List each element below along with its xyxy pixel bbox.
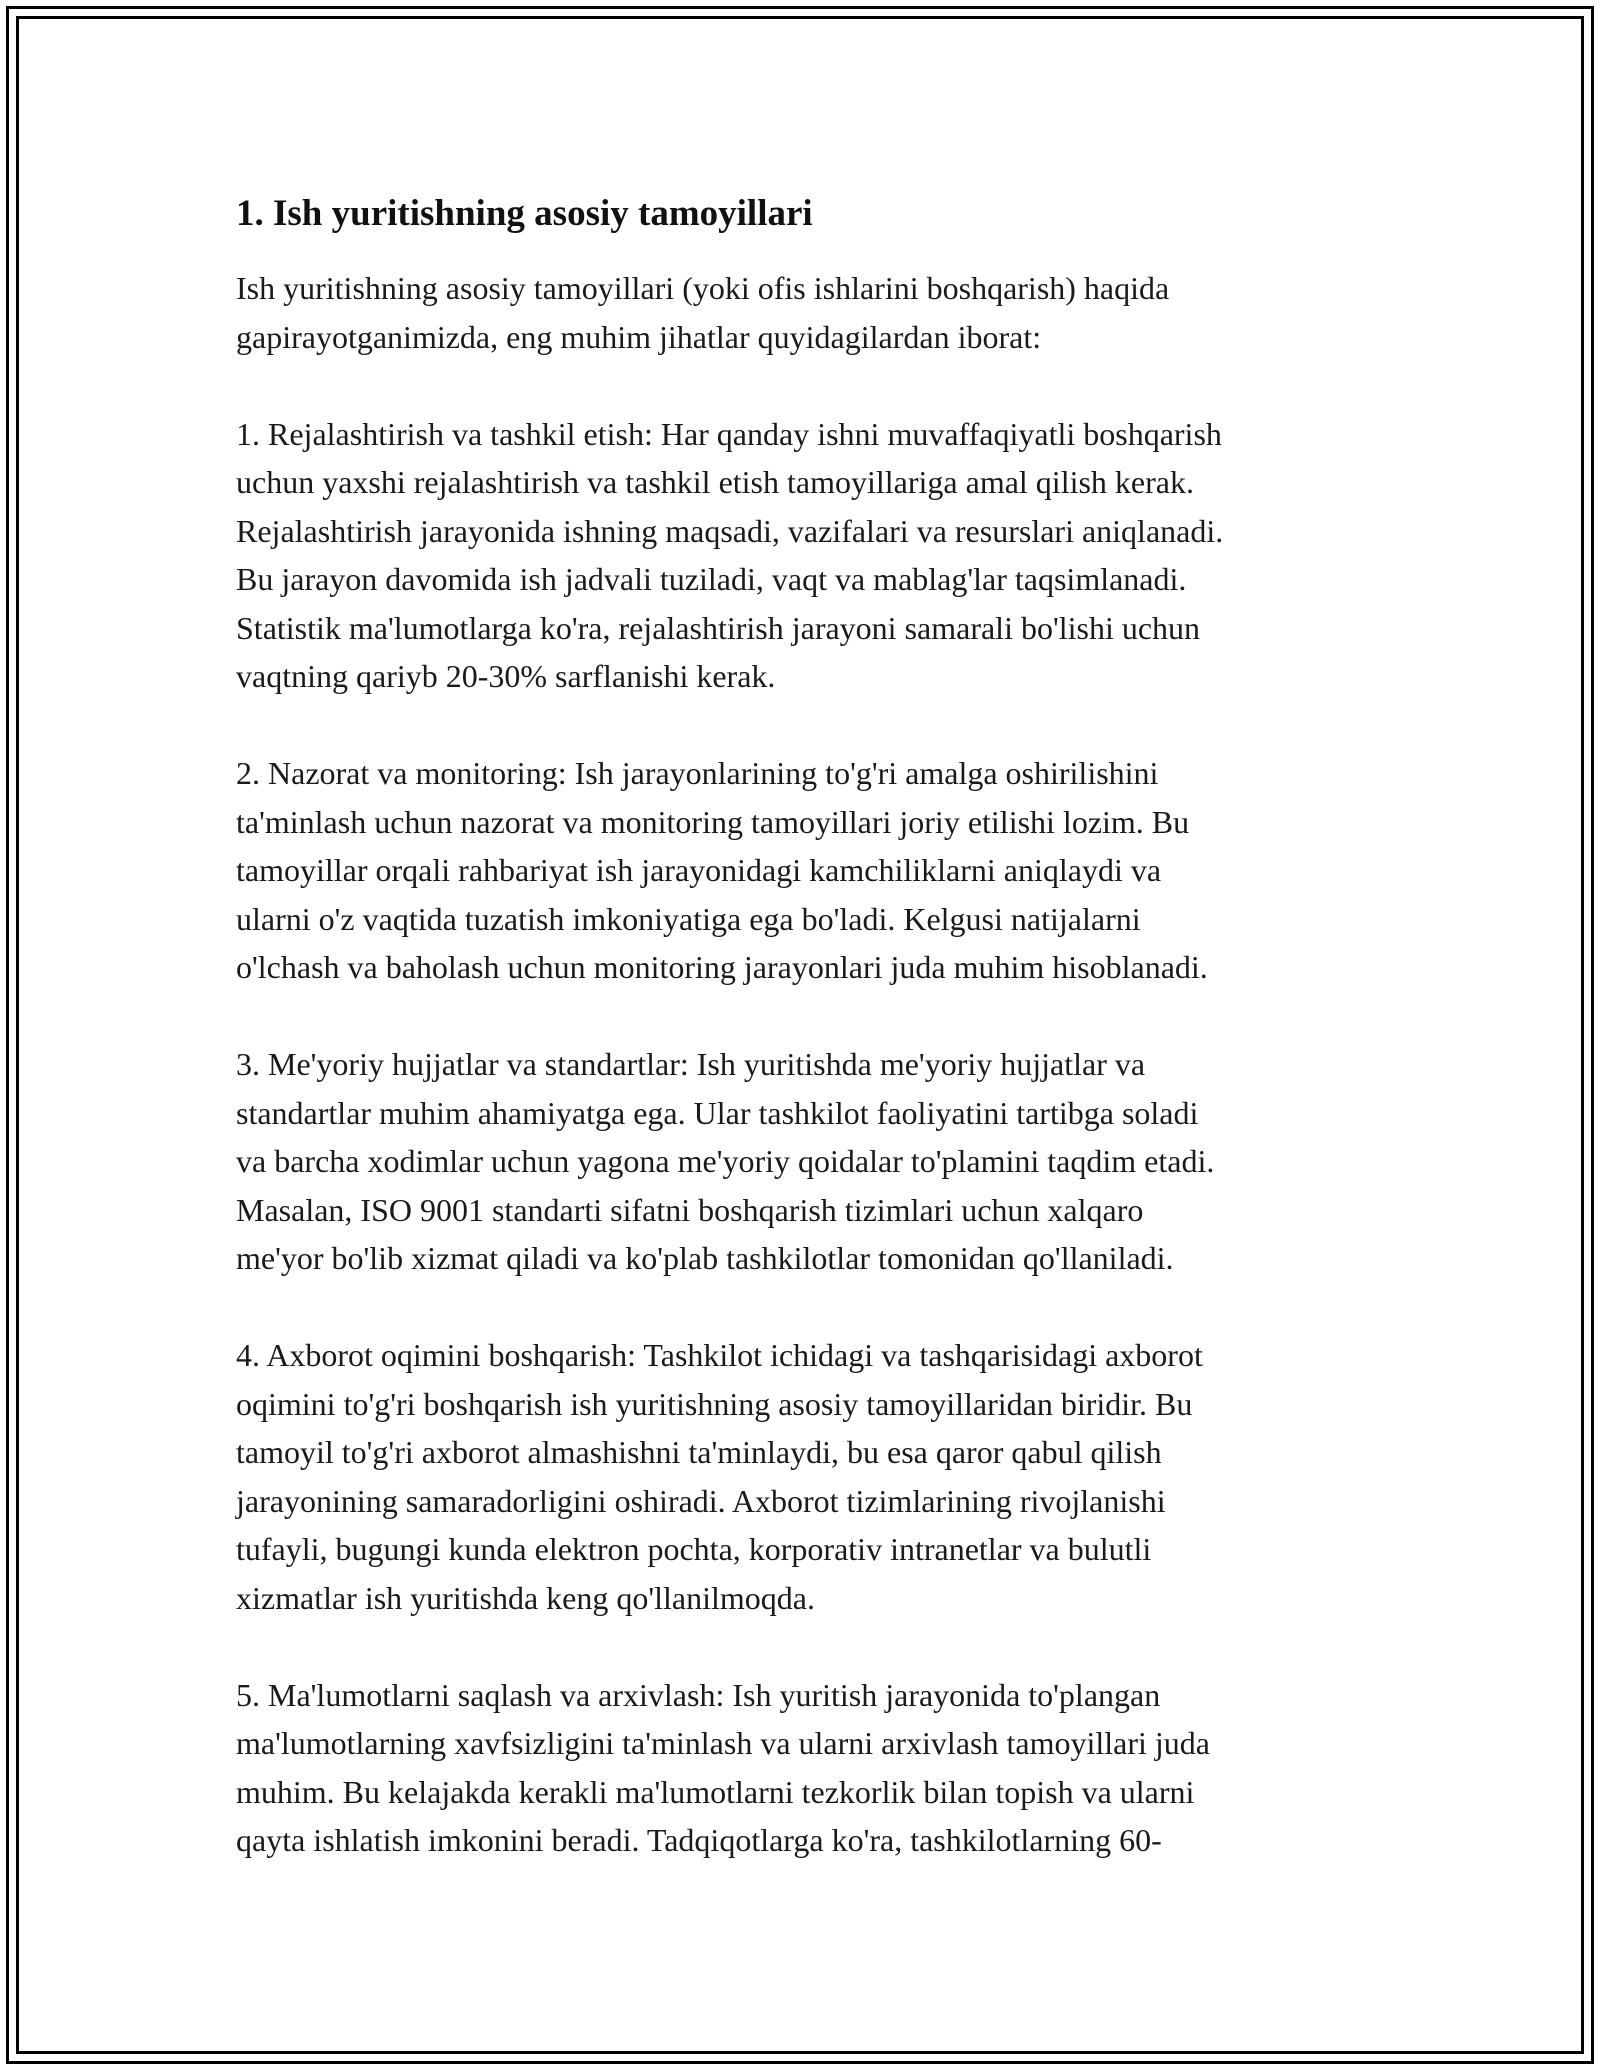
paragraph-standards: 3. Me'yoriy hujjatlar va standartlar: Ish yuritishda me'yoriy hujjatlar va standartlar muhim ahamiyatga ega. Ular tashkilot faoliyatini tartibga soladi va barcha xodimlar uchun yagona me'yoriy qoidalar to'plamini taqdim etadi. Masalan, ISO 9001 standarti sifatni boshqarish tizimlari uchun xalqaro me'yor bo'lib xizmat qiladi va ko'plab tashkilotlar tomonidan qo'llaniladi. [236,1046,1215,1276]
paragraph-archiving: 5. Ma'lumotlarni saqlash va arxivlash: Ish yuritish jarayonida to'plangan ma'lumotlarning xavfsizligini ta'minlash va ularni arxivlash tamoyillari juda muhim. Bu kelajakda kerakli ma'lumotlarni tezkorlik bilan topish va ularni qayta ishlatish imkonini beradi. Tadqiqotlarga ko'ra, tashkilotlarning 60- [236,1676,1210,1858]
document-body [236,186,1376,1913]
paragraph-information-flow: 4. Axborot oqimini boshqarish: Tashkilot ichidagi va tashqarisidagi axborot oqimini to'g'ri boshqarish ish yuritishning asosiy tamoyillaridan biridir. Bu tamoyil to'g'ri axborot almashishni ta'minlaydi, bu esa qaror qabul qilish jarayonining samaradorligini oshiradi. Axborot tizimlarining rivojlanishi tufayli, bugungi kunda elektron pochta, korporativ intranetlar va bulutli xizmatlar ish yuritishda keng qo'llanilmoqda. [236,1337,1203,1616]
paragraph-planning: 1. Rejalashtirish va tashkil etish: Har qanday ishni muvaffaqiyatli boshqarish uchun yaxshi rejalashtirish va tashkil etish tamoyillariga amal qilish kerak. Rejalashtirish jarayonida ishning maqsadi, vazifalari va resurslari aniqlanadi. Bu jarayon davomida ish jadvali tuziladi, vaqt va mablag'lar taqsimlanadi. Statistik ma'lumotlarga ko'ra, rejalashtirish jarayoni samarali bo'lishi uchun vaqtning qariyb 20-30% sarflanishi kerak. [236,415,1224,694]
page-title: 1. Ish yuritishning asosiy tamoyillari [236,193,813,234]
paragraph-monitoring: 2. Nazorat va monitoring: Ish jarayonlarining to'g'ri amalga oshirilishini ta'minlash uchun nazorat va monitoring tamoyillari joriy etilishi lozim. Bu tamoyillar orqali rahbariyat ish jarayonidagi kamchiliklarni aniqlaydi va ularni o'z vaqtida tuzatish imkoniyatiga ega bo'ladi. Kelgusi natijalarni o'lchash va baholash uchun monitoring jarayonlari juda muhim hisoblanadi. [236,755,1208,985]
intro-paragraph: Ish yuritishning asosiy tamoyillari (yoki ofis ishlarini boshqarish) haqida gapirayotganimizda, eng muhim jihatlar quyidagilardan iborat: [236,270,1170,355]
